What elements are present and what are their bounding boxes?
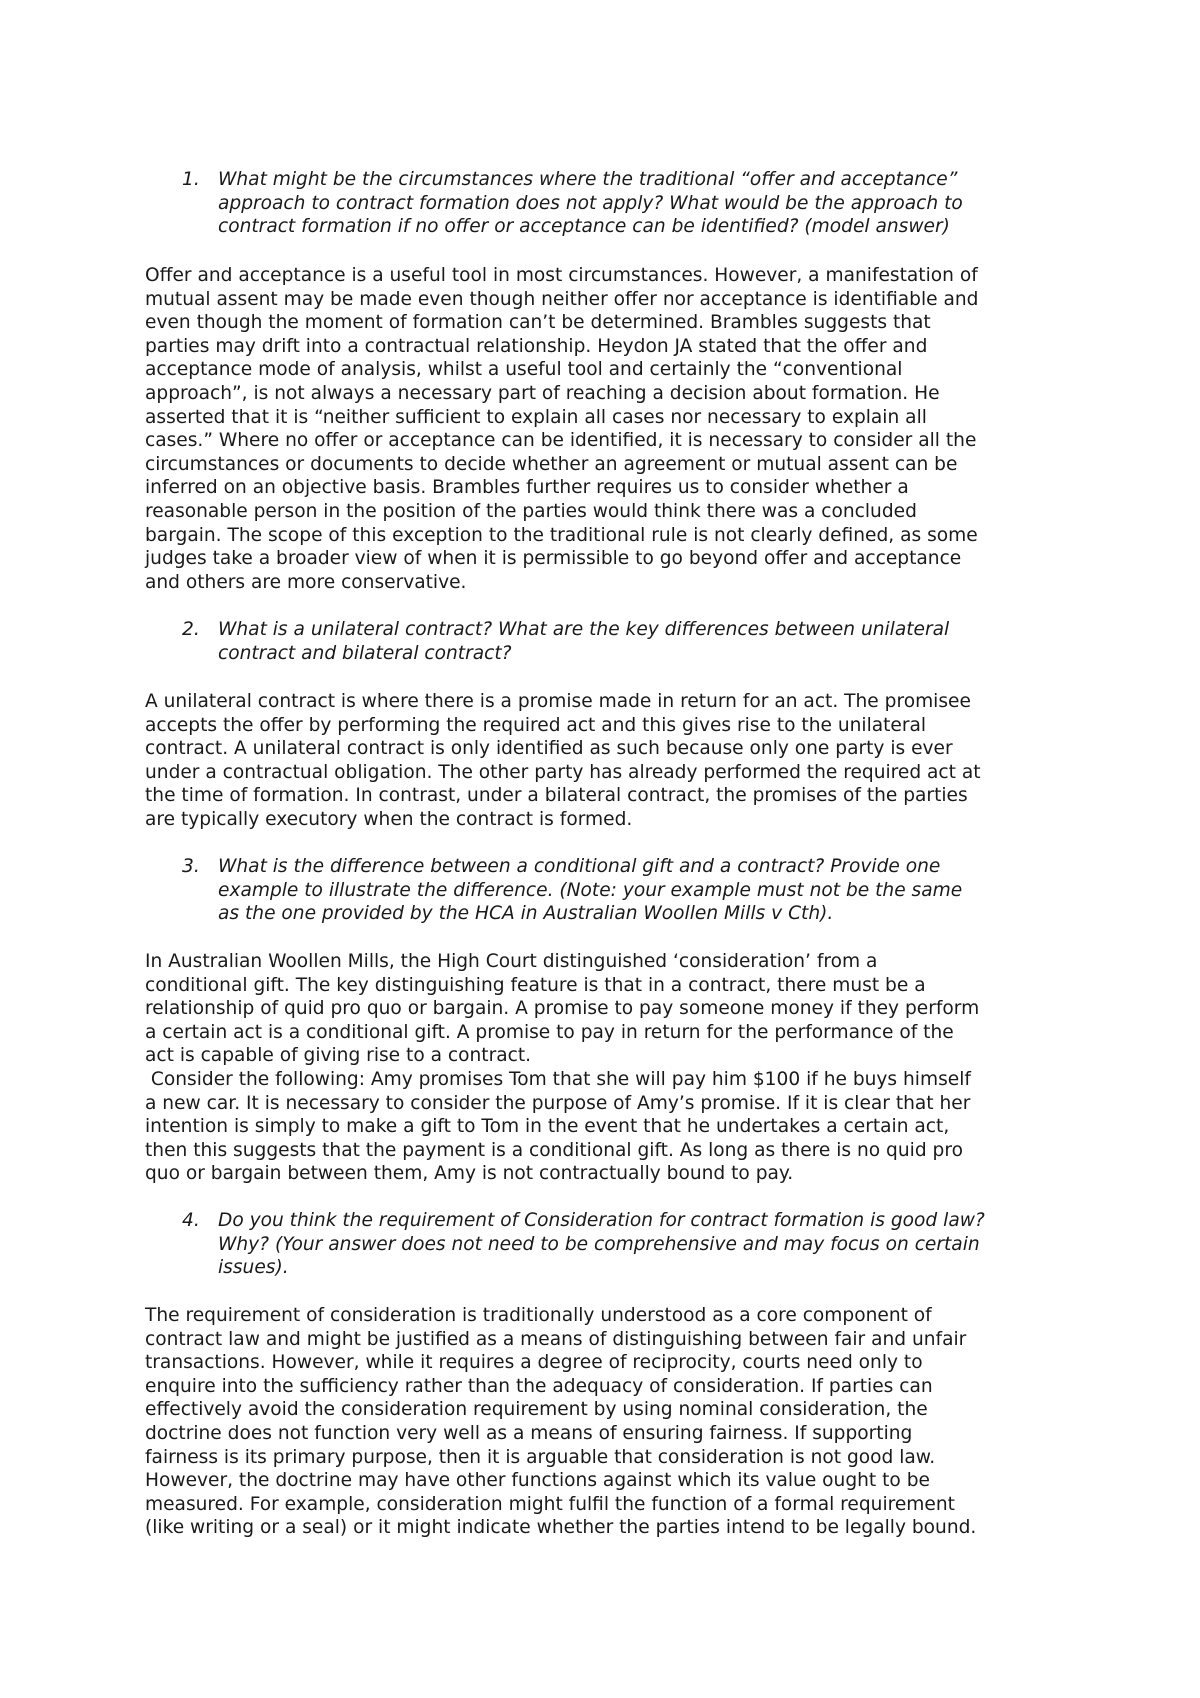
answer-line: transactions. However, while it requires a degree of reciprocity, courts need only to [145, 1352, 923, 1374]
answer-line: relationship of quid pro quo or bargain. A promise to pay someone money if they perform [145, 998, 980, 1020]
answer-line: asserted that it is “neither sufficient to explain all cases nor necessary to explain all [145, 406, 927, 428]
answer-line: conditional gift. The key distinguishing feature is that in a contract, there must be a [145, 974, 926, 996]
answer-line: In Australian Woollen Mills, the High Court distinguished ‘consideration’ from a [145, 951, 878, 972]
answer-line: fairness is its primary purpose, then it is arguable that consideration is not good law. [145, 1446, 936, 1468]
question-line: Do you think the requirement of Consideration for contract formation is good law? [218, 1210, 985, 1231]
answer-line: acceptance mode of analysis, whilst a useful tool and certainly the “conventional [145, 359, 903, 381]
answer-2 [145, 690, 1065, 832]
answer-line: under a contractual obligation. The other party has already performed the required act at [145, 761, 981, 783]
answer-line: mutual assent may be made even though neither offer nor acceptance is identifiable and [145, 288, 979, 310]
question-line: What might be the circumstances where the traditional “offer and acceptance” [218, 169, 958, 190]
answer-line: inferred on an objective basis. Brambles further requires us to consider whether a [145, 477, 909, 499]
answer-line: Consider the following: Amy promises Tom that she will pay him $100 if he buys himself [145, 1068, 971, 1090]
answer-line: the time of formation. In contrast, under a bilateral contract, the promises of the parties [145, 785, 968, 807]
question-line: issues). [218, 1257, 289, 1279]
answer-line: (like writing or a seal) or it might indicate whether the parties intend to be legally bound. [145, 1517, 977, 1539]
answer-line: approach”, is not always a necessary part of reaching a decision about formation. He [145, 382, 940, 404]
question-line: approach to contract formation does not apply? What would be the approach to [218, 192, 963, 214]
question-line: Why? (Your answer does not need to be comprehensive and may focus on certain [218, 1233, 980, 1255]
answer-line: and others are more conservative. [145, 571, 467, 593]
answer-line: However, the doctrine may have other functions against which its value ought to be [145, 1470, 930, 1492]
answer-line: are typically executory when the contract is formed. [145, 808, 633, 830]
question-line: example to illustrate the difference. (Note: your example must not be the same [218, 879, 963, 901]
answer-line: even though the moment of formation can’t be determined. Brambles suggests that [145, 312, 931, 334]
answer-line: then this suggests that the payment is a conditional gift. As long as there is no quid pro [145, 1139, 963, 1161]
answer-line: A unilateral contract is where there is a promise made in return for an act. The promisee [145, 691, 971, 712]
question-line: as the one provided by the HCA in Australian Woollen Mills v Cth). [218, 903, 834, 925]
answer-line: judges take a broader view of when it is permissible to go beyond offer and acceptance [145, 548, 962, 570]
question-number: 3. [182, 856, 200, 877]
answer-line: measured. For example, consideration might fulfil the function of a formal requirement [145, 1493, 955, 1515]
answer-line: intention is simply to make a gift to Tom in the event that he undertakes a certain act, [145, 1116, 950, 1138]
answer-1 [145, 264, 1065, 594]
question-number: 1. [182, 169, 200, 190]
answer-line: doctrine does not function very well as a means of ensuring fairness. If supporting [145, 1422, 913, 1444]
question-line: What is a unilateral contract? What are the key differences between unilateral [218, 619, 950, 640]
answer-line: parties may drift into a contractual relationship. Heydon JA stated that the offer and [145, 335, 928, 357]
answer-line: accepts the offer by performing the required act and this gives rise to the unilateral [145, 714, 927, 736]
answer-line: a new car. It is necessary to consider the purpose of Amy’s promise. If it is clear that her [145, 1092, 971, 1114]
answer-line: bargain. The scope of this exception to the traditional rule is not clearly defined, as some [145, 524, 978, 546]
answer-line: The requirement of consideration is traditionally understood as a core component of [145, 1305, 932, 1326]
answer-line: quo or bargain between them, Amy is not contractually bound to pay. [145, 1163, 794, 1185]
answer-line: contract law and might be justified as a means of distinguishing between fair and unfair [145, 1328, 967, 1350]
answer-line: circumstances or documents to decide whether an agreement or mutual assent can be [145, 453, 958, 475]
answer-line: reasonable person in the position of the parties would think there was a concluded [145, 500, 917, 522]
answer-line: a certain act is a conditional gift. A promise to pay in return for the performance of the [145, 1021, 954, 1043]
question-line: contract formation if no offer or acceptance can be identified? (model answer) [218, 216, 950, 238]
question-4 [182, 1209, 1062, 1280]
question-line: contract and bilateral contract? [218, 642, 512, 664]
answer-line: effectively avoid the consideration requirement by using nominal consideration, the [145, 1399, 928, 1421]
question-line: What is the difference between a conditional gift and a contract? Provide one [218, 856, 941, 877]
question-1 [182, 168, 1062, 239]
answer-3 [145, 950, 1065, 1186]
answer-line: Offer and acceptance is a useful tool in most circumstances. However, a manifestation of [145, 265, 978, 286]
answer-line: act is capable of giving rise to a contract. [145, 1045, 532, 1067]
question-2 [182, 618, 1062, 665]
answer-line: enquire into the sufficiency rather than the adequacy of consideration. If parties can [145, 1375, 933, 1397]
answer-line: contract. A unilateral contract is only identified as such because only one party is ever [145, 738, 953, 760]
question-number: 2. [182, 619, 200, 640]
answer-line: cases.” Where no offer or acceptance can be identified, it is necessary to consider all the [145, 430, 977, 452]
answer-4 [145, 1304, 1065, 1540]
question-number: 4. [182, 1210, 200, 1231]
question-3 [182, 855, 1062, 926]
